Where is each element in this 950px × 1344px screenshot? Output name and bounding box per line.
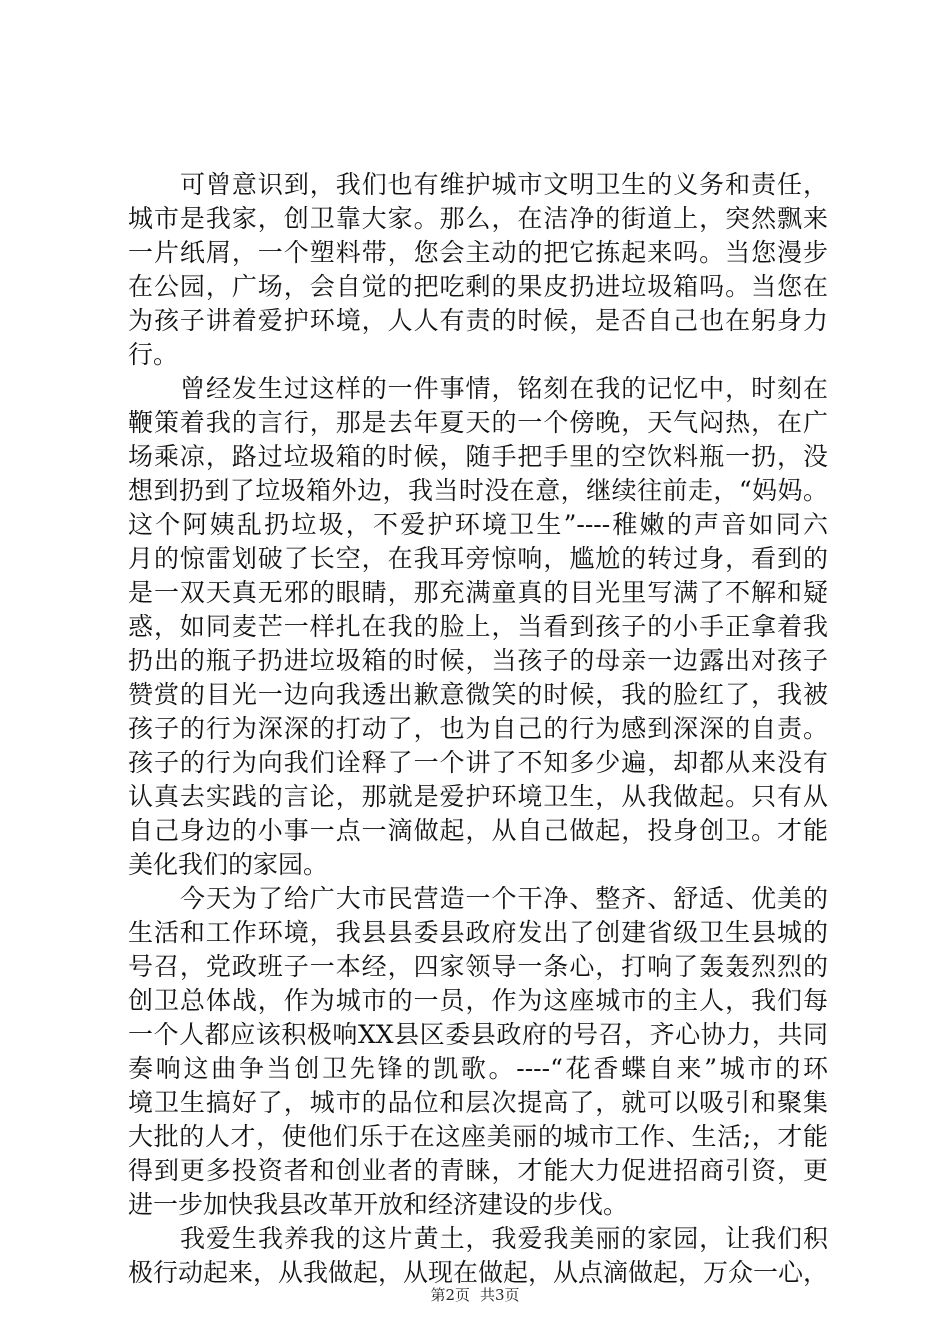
page-number: 第2页 [430, 1286, 470, 1304]
text-line: 为孩子讲着爱护环境，人人有责的时候，是否自己也在躬身力 [128, 306, 828, 335]
text-line: 在公园，广场，会自觉的把吃剩的果皮扔进垃圾箱吗。当您在 [128, 272, 828, 301]
text-line: 进一步加快我县改革开放和经济建设的步伐。 [128, 1190, 629, 1219]
text-line: 自己身边的小事一点一滴做起，从自己做起，投身创卫。才能 [128, 816, 828, 845]
text-line: 月的惊雷划破了长空，在我耳旁惊响，尴尬的转过身，看到的 [128, 544, 828, 573]
text-line: 认真去实践的言论，那就是爱护环境卫生，从我做起。只有从 [128, 782, 828, 811]
page-total: 共3页 [480, 1286, 520, 1304]
text-line: 城市是我家，创卫靠大家。那么，在洁净的街道上，突然飘来 [128, 204, 828, 233]
text-line: 生活和工作环境，我县县委县政府发出了创建省级卫生县城的 [128, 918, 828, 947]
text-line: 赞赏的目光一边向我透出歉意微笑的时候，我的脸红了，我被 [128, 680, 828, 709]
text-line: 场乘凉，路过垃圾箱的时候，随手把手里的空饮料瓶一扔，没 [128, 442, 828, 471]
text-line: 得到更多投资者和创业者的青睐，才能大力促进招商引资，更 [128, 1156, 828, 1185]
paragraph [128, 1222, 828, 1290]
text-line: 扔出的瓶子扔进垃圾箱的时候，当孩子的母亲一边露出对孩子 [128, 646, 828, 675]
text-line: 惑，如同麦芒一样扎在我的脸上，当看到孩子的小手正拿着我 [128, 612, 828, 641]
text-line: 是一双天真无邪的眼睛，那充满童真的目光里写满了不解和疑 [128, 578, 828, 607]
text-line: 曾经发生过这样的一件事情，铭刻在我的记忆中，时刻在 [180, 374, 828, 403]
text-line: 可曾意识到，我们也有维护城市文明卫生的义务和责任， [180, 170, 828, 199]
text-line: 境卫生搞好了，城市的品位和层次提高了，就可以吸引和聚集 [128, 1088, 828, 1117]
text-line: 奏响这曲争当创卫先锋的凯歌。----“花香蝶自来”城市的环 [128, 1054, 828, 1083]
page-footer [0, 1285, 950, 1305]
text-line: 号召，党政班子一本经，四家领导一条心，打响了轰轰烈烈的 [128, 952, 828, 981]
text-line: 孩子的行为向我们诠释了一个讲了不知多少遍，却都从来没有 [128, 748, 828, 777]
text-line: 极行动起来，从我做起，从现在做起，从点滴做起，万众一心， [128, 1258, 829, 1287]
text-line: 想到扔到了垃圾箱外边，我当时没在意，继续往前走，“妈妈。 [128, 476, 828, 505]
text-line: 一个人都应该积极响XX县区委县政府的号召，齐心协力，共同 [128, 1020, 828, 1049]
text-line: 美化我们的家园。 [128, 850, 329, 879]
text-line: 大批的人才，使他们乐于在这座美丽的城市工作、生活;，才能 [128, 1122, 828, 1151]
paragraph [128, 372, 828, 882]
text-line: 这个阿姨乱扔垃圾，不爱护环境卫生”----稚嫩的声音如同六 [128, 510, 828, 539]
text-line: 创卫总体战，作为城市的一员，作为这座城市的主人，我们每 [128, 986, 828, 1015]
text-line: 一片纸屑，一个塑料带，您会主动的把它拣起来吗。当您漫步 [128, 238, 828, 267]
paragraph [128, 168, 828, 372]
text-line: 行。 [128, 340, 179, 369]
text-line: 今天为了给广大市民营造一个干净、整齐、舒适、优美的 [180, 884, 828, 913]
document-body [128, 168, 828, 1290]
text-line: 孩子的行为深深的打动了，也为自己的行为感到深深的自责。 [128, 714, 828, 743]
paragraph [128, 882, 828, 1222]
text-line: 我爱生我养我的这片黄土，我爱我美丽的家园，让我们积 [180, 1224, 828, 1253]
text-line: 鞭策着我的言行，那是去年夏天的一个傍晚，天气闷热，在广 [128, 408, 828, 437]
